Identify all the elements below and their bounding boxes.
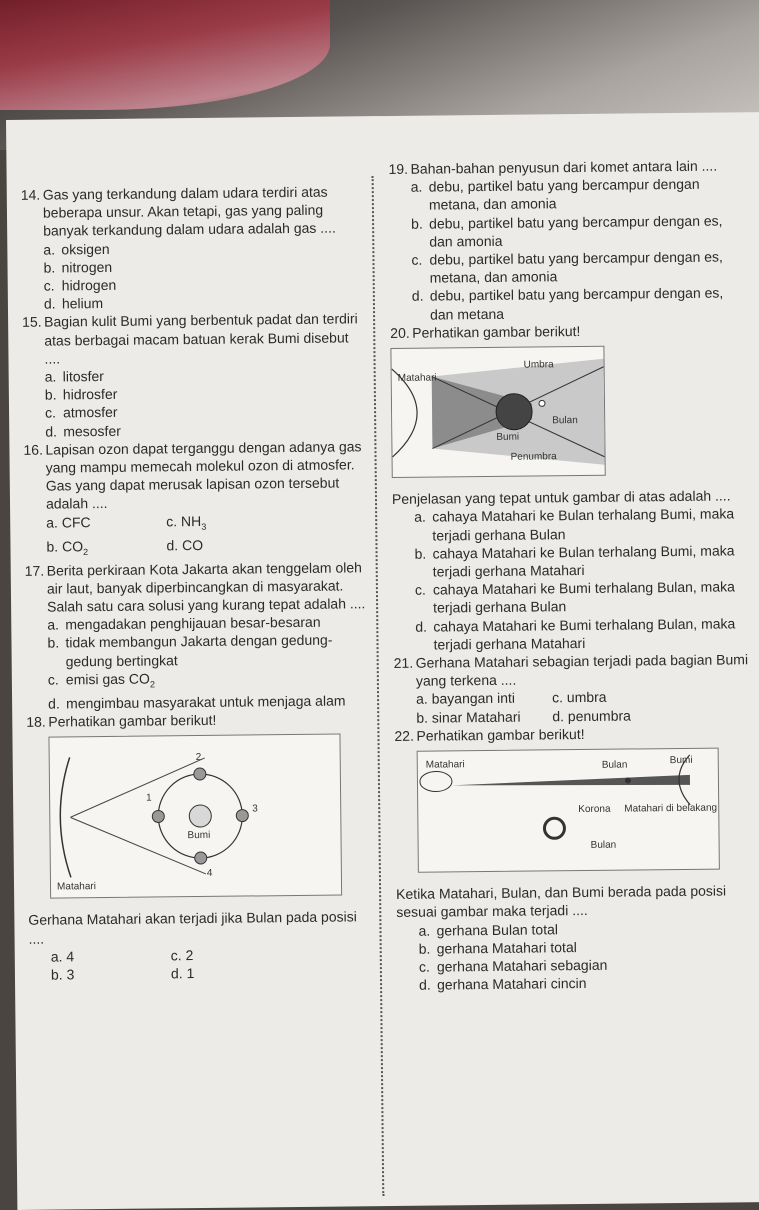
- sun-shape: [60, 758, 71, 878]
- label-4: 4: [206, 868, 213, 880]
- question-20: [390, 320, 753, 654]
- option-c[interactable]: c. gerhana Matahari sebagian: [418, 956, 608, 975]
- earth-circle: [496, 394, 532, 430]
- option-b[interactable]: b. $CO_2$: [46, 537, 89, 557]
- option-row: [24, 534, 366, 562]
- option-a[interactable]: a. bayangan inti: [416, 690, 516, 708]
- option-d[interactable]: d. mengimbau masyarakat untuk menjaga alam: [48, 692, 346, 712]
- moon-label-2: Bulan: [590, 839, 617, 851]
- moon-label: Bulan: [601, 759, 628, 771]
- question-15: [22, 310, 365, 441]
- question-followup: Ketika Matahari, Bulan, dan Bumi berada pada posisi sesuai gambar maka terjadi ....: [396, 882, 727, 921]
- option-b[interactable]: b. nitrogen: [43, 258, 113, 276]
- question-19: [388, 156, 750, 324]
- corona-ring: [544, 818, 564, 838]
- light-ray-line: [70, 816, 206, 875]
- hidden-sun-label: Matahari di belakang: [624, 802, 718, 815]
- option-b[interactable]: b. tidak membangun Jakarta dengan gedung-gedung bertingkat: [47, 632, 333, 670]
- option-a[interactable]: a. cahaya Matahari ke Bulan terhalang Bumi, maka terjadi gerhana Bulan: [414, 505, 735, 544]
- option-c[interactable]: c. 2: [170, 946, 194, 964]
- option-d[interactable]: d. 1: [170, 965, 195, 982]
- option-d[interactable]: d. debu, partikel batu yang bercampur dengan es, dan metana: [411, 284, 724, 323]
- column-divider: [372, 176, 385, 1196]
- question-number: 22.: [394, 727, 415, 744]
- option-b[interactable]: b. gerhana Matahari total: [418, 938, 577, 957]
- option-d[interactable]: d. cahaya Matahari ke Bumi terhalang Bulan, maka terjadi gerhana Matahari: [415, 615, 736, 653]
- corona-label: Korona: [578, 803, 611, 816]
- worksheet-page: [6, 112, 759, 1210]
- option-a[interactable]: a. gerhana Bulan total: [418, 920, 559, 939]
- option-b[interactable]: b. debu, partikel batu yang bercampur dengan es, dan amonia: [411, 212, 723, 250]
- earth-label: Bumi: [669, 754, 693, 767]
- option-c[interactable]: c. umbra: [551, 689, 607, 706]
- moon-orbit-diagram: [48, 734, 342, 899]
- sun-shape: [420, 771, 452, 791]
- question-followup: Penjelasan yang tepat untuk gambar di atas adalah ....: [391, 487, 731, 508]
- moon-position-3: [236, 810, 248, 822]
- moon-position-1: [152, 811, 164, 823]
- moon-label: Bulan: [552, 415, 578, 427]
- option-a[interactable]: a. litosfer: [44, 368, 105, 385]
- option-a[interactable]: a. debu, partikel batu yang bercampur dengan metana, dan amonia: [410, 175, 700, 213]
- option-row: [29, 962, 371, 984]
- option-d[interactable]: d. CO: [166, 536, 204, 553]
- question-16: [23, 437, 366, 561]
- penumbra-label: Penumbra: [510, 451, 557, 463]
- question-stem: Perhatikan gambar berikut!: [416, 725, 585, 744]
- sun-label: Matahari: [56, 881, 96, 893]
- earth-circle: [189, 805, 211, 827]
- question-number: 18.: [26, 713, 46, 730]
- option-c[interactable]: c. debu, partikel batu yang bercampur dengan es, metana, dan amonia: [411, 248, 723, 286]
- option-b[interactable]: b. hidrosfer: [44, 386, 118, 403]
- option-c[interactable]: c. atmosfer: [44, 404, 118, 422]
- option-a[interactable]: a. oksigen: [43, 240, 110, 258]
- solar-eclipse-diagram: [417, 748, 720, 873]
- moon-position-2: [194, 768, 206, 780]
- question-14: [21, 182, 364, 313]
- option-a[interactable]: a. 4: [50, 948, 75, 965]
- question-stem: Berita perkiraan Kota Jakarta akan tenggelam oleh air laut, banyak diperbincangkan di masyarakat. Salah satu cara solusi yang kurang tepat adalah ....: [46, 558, 366, 615]
- option-b[interactable]: b. sinar Matahari: [416, 708, 521, 726]
- label-2: 2: [195, 752, 202, 764]
- earth-label: Bumi: [187, 830, 211, 842]
- moon-position-4: [195, 852, 207, 864]
- option-d[interactable]: d. penumbra: [552, 707, 631, 724]
- question-stem: Gas yang terkandung dalam udara terdiri atas beberapa unsur. Akan tetapi, gas yang paling banyak terkandung dalam udara adalah gas ....: [42, 183, 336, 240]
- question-number: 21.: [393, 654, 414, 672]
- earth-label: Bumi: [496, 431, 520, 443]
- option-c[interactable]: c. cahaya Matahari ke Bumi terhalang Bulan, maka terjadi gerhana Bulan: [414, 578, 735, 617]
- right-column: [388, 156, 757, 994]
- option-row: [24, 510, 366, 538]
- question-followup: Gerhana Matahari akan terjadi jika Bulan pada posisi ....: [28, 908, 357, 947]
- option-c[interactable]: c. emisi gas $CO_2$: [47, 670, 156, 690]
- label-1: 1: [146, 792, 152, 804]
- question-22: [394, 723, 757, 994]
- question-stem: Perhatikan gambar berikut!: [48, 711, 217, 730]
- question-stem: Bahan-bahan penyusun dari komet antara lain ....: [410, 157, 718, 177]
- eclipse-diagram: [390, 346, 605, 478]
- moon-circle: [539, 400, 545, 406]
- umbra-label: Umbra: [523, 359, 554, 371]
- option-c[interactable]: c. hidrogen: [43, 276, 117, 294]
- question-number: 17.: [24, 562, 45, 579]
- question-number: 14.: [20, 186, 41, 203]
- option-a[interactable]: a. CFC: [46, 513, 91, 531]
- question-stem: Perhatikan gambar berikut!: [412, 322, 581, 341]
- shadow-cone: [452, 775, 690, 787]
- option-d[interactable]: d. gerhana Matahari cincin: [418, 975, 587, 994]
- question-stem: Bagian kulit Bumi yang berbentuk padat dan terdiri atas berbagai macam batuan kerak Bumi disebut ....: [44, 310, 358, 367]
- option-b[interactable]: b. cahaya Matahari ke Bulan terhalang Bumi, maka terjadi gerhana Matahari: [414, 542, 735, 580]
- sun-label: Matahari: [425, 759, 465, 771]
- option-d[interactable]: d. mesosfer: [45, 422, 121, 440]
- option-a[interactable]: a. mengadakan penghijauan besar-besaran: [47, 613, 321, 633]
- sun-label: Matahari: [397, 372, 437, 384]
- question-21: [394, 650, 755, 727]
- left-column: [21, 182, 371, 984]
- question-stem: Gerhana Matahari sebagian terjadi pada bagian Bumi yang terkena ....: [415, 651, 749, 690]
- question-number: 19.: [388, 160, 409, 177]
- option-b[interactable]: b. 3: [50, 966, 75, 983]
- question-17: [25, 558, 369, 713]
- question-stem: Lapisan ozon dapat terganggu dengan adanya gas yang mampu memecah molekul ozon di atmosfer. Gas yang dapat merusak lapisan ozon tersebut adalah ....: [45, 438, 362, 513]
- question-number: 16.: [23, 441, 44, 458]
- question-number: 15.: [22, 314, 42, 331]
- option-c[interactable]: c. $NH_3$: [166, 512, 207, 532]
- label-3: 3: [252, 803, 258, 815]
- question-18: [26, 709, 371, 984]
- option-d[interactable]: d. helium: [43, 295, 104, 312]
- light-ray-line: [70, 758, 206, 817]
- question-number: 20.: [390, 324, 410, 341]
